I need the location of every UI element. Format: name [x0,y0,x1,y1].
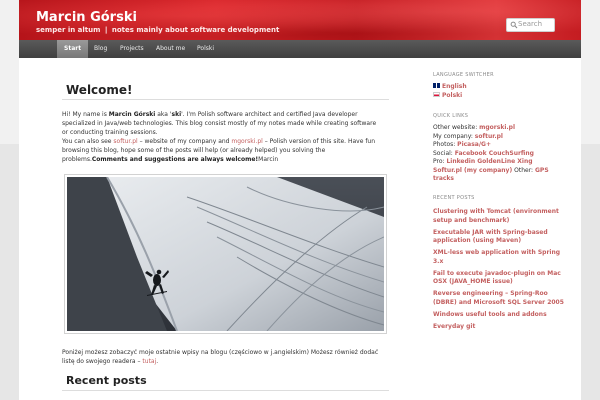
intro-p2a: You can also see [62,138,114,145]
masthead [19,0,581,40]
nav-item-projects[interactable]: Projects [120,45,144,52]
recent-post-link[interactable]: Clustering with Tomcat (environment setup and benchmark) [433,208,559,224]
recent-post-link[interactable]: Executable JAR with Spring-based application (using Maven) [433,228,548,244]
lang-english-label: English [442,83,467,90]
photos-link[interactable]: Picasa/G+ [457,141,491,148]
featured-photo [64,174,387,334]
recent-intro-body: Poniżej możesz zobaczyć moje ostatnie wpisy na blogu (częściowo w j.angielskim) Możesz również dodać listę do swojego readera – [62,349,379,365]
quick-links-heading: QUICK LINKS [433,113,469,119]
title-divider [62,99,389,100]
intro-p1a: Hi! My name is [62,111,109,118]
mgorski-link[interactable]: mgorski.pl [231,138,263,145]
nav-item-start[interactable]: Start [57,40,88,58]
social-links[interactable]: Facebook CouchSurfing [454,149,534,157]
search-placeholder: Search [518,20,543,28]
softur-company-link[interactable]: Softur.pl (my company) [433,166,513,174]
other-website-link[interactable]: mgorski.pl [479,124,516,131]
site-title[interactable]: Marcin Górski [36,10,137,25]
recent-post-link[interactable]: Reverse engineering – Spring-Roo (DBRE) and Microsoft SQL Server 2005 [433,290,564,306]
recent-post-link[interactable]: XML-less web application with Spring 3.x [433,249,561,265]
other-website-label: Other website: [433,124,480,131]
recent-post-link[interactable]: Windows useful tools and addons [433,310,547,318]
site-tagline [36,26,279,34]
recent-posts-list [433,208,568,335]
reader-link[interactable]: tutaj [142,358,157,365]
snow-skier-photo [67,177,384,331]
pl-flag-icon [433,92,440,97]
tagline-motto: semper in altum [36,26,101,34]
nav-item-about[interactable]: About me [156,45,186,52]
recent-post-link[interactable]: Fail to execute javadoc-plugin on Mac OSX (JAVA_HOME issue) [433,269,561,285]
intro-nick: ski [171,111,182,118]
language-switcher-heading: LANGUAGE SWITCHER [433,72,494,78]
lang-polski-link[interactable] [433,92,462,99]
tagline-separator: | [104,26,108,34]
recent-intro-end: . [156,358,159,365]
intro-p2c: – Polish version of this site. Have fun browsing this blog, hope some of the posts will help (or already helped) you solving the problems. [62,138,376,163]
uk-flag-icon [433,83,440,88]
intro-signature: Marcin [258,156,279,163]
intro-p1b: aka ' [155,111,172,118]
social-label: Social: [433,149,455,157]
softur-link[interactable]: softur.pl [113,138,138,145]
recent-divider [62,390,389,391]
intro-text [62,110,380,164]
quick-links [433,124,568,184]
other-label: Other: [512,166,535,174]
nav-item-polski[interactable]: Polski [197,45,215,52]
intro-name: Marcin Górski [108,111,156,118]
gps-tracks-link[interactable]: GPS tracks [433,166,549,182]
pro-label: Pro: [433,158,447,165]
tagline-description: notes mainly about software development [111,26,280,34]
recent-posts-sidebar-heading: RECENT POSTS [433,195,475,201]
recent-post-link[interactable]: Everyday git [433,322,476,330]
intro-p2b: – website of my company and [137,138,232,145]
intro-comments: Comments and suggestions are always welcome! [91,156,259,163]
company-label: My company: [433,132,475,140]
pro-links[interactable]: Linkedin GoldenLine Xing [446,158,533,165]
page-title: Welcome! [66,83,133,97]
recent-intro-text [62,348,380,366]
recent-posts-heading: Recent posts [66,374,147,387]
photos-label: Photos: [433,141,458,148]
main-nav [19,40,581,58]
lang-polski-label: Polski [442,92,463,99]
lang-english-link[interactable] [433,83,467,90]
intro-p1c: '. I'm Polish software architect and certified Java developer specialized in Java/web technologies. This blog consist mostly of my notes made while creating software or conducting training sessions. [62,111,377,136]
company-link[interactable]: softur.pl [474,132,503,140]
search-icon [510,21,518,29]
nav-item-blog[interactable]: Blog [94,45,108,52]
page [19,0,581,400]
